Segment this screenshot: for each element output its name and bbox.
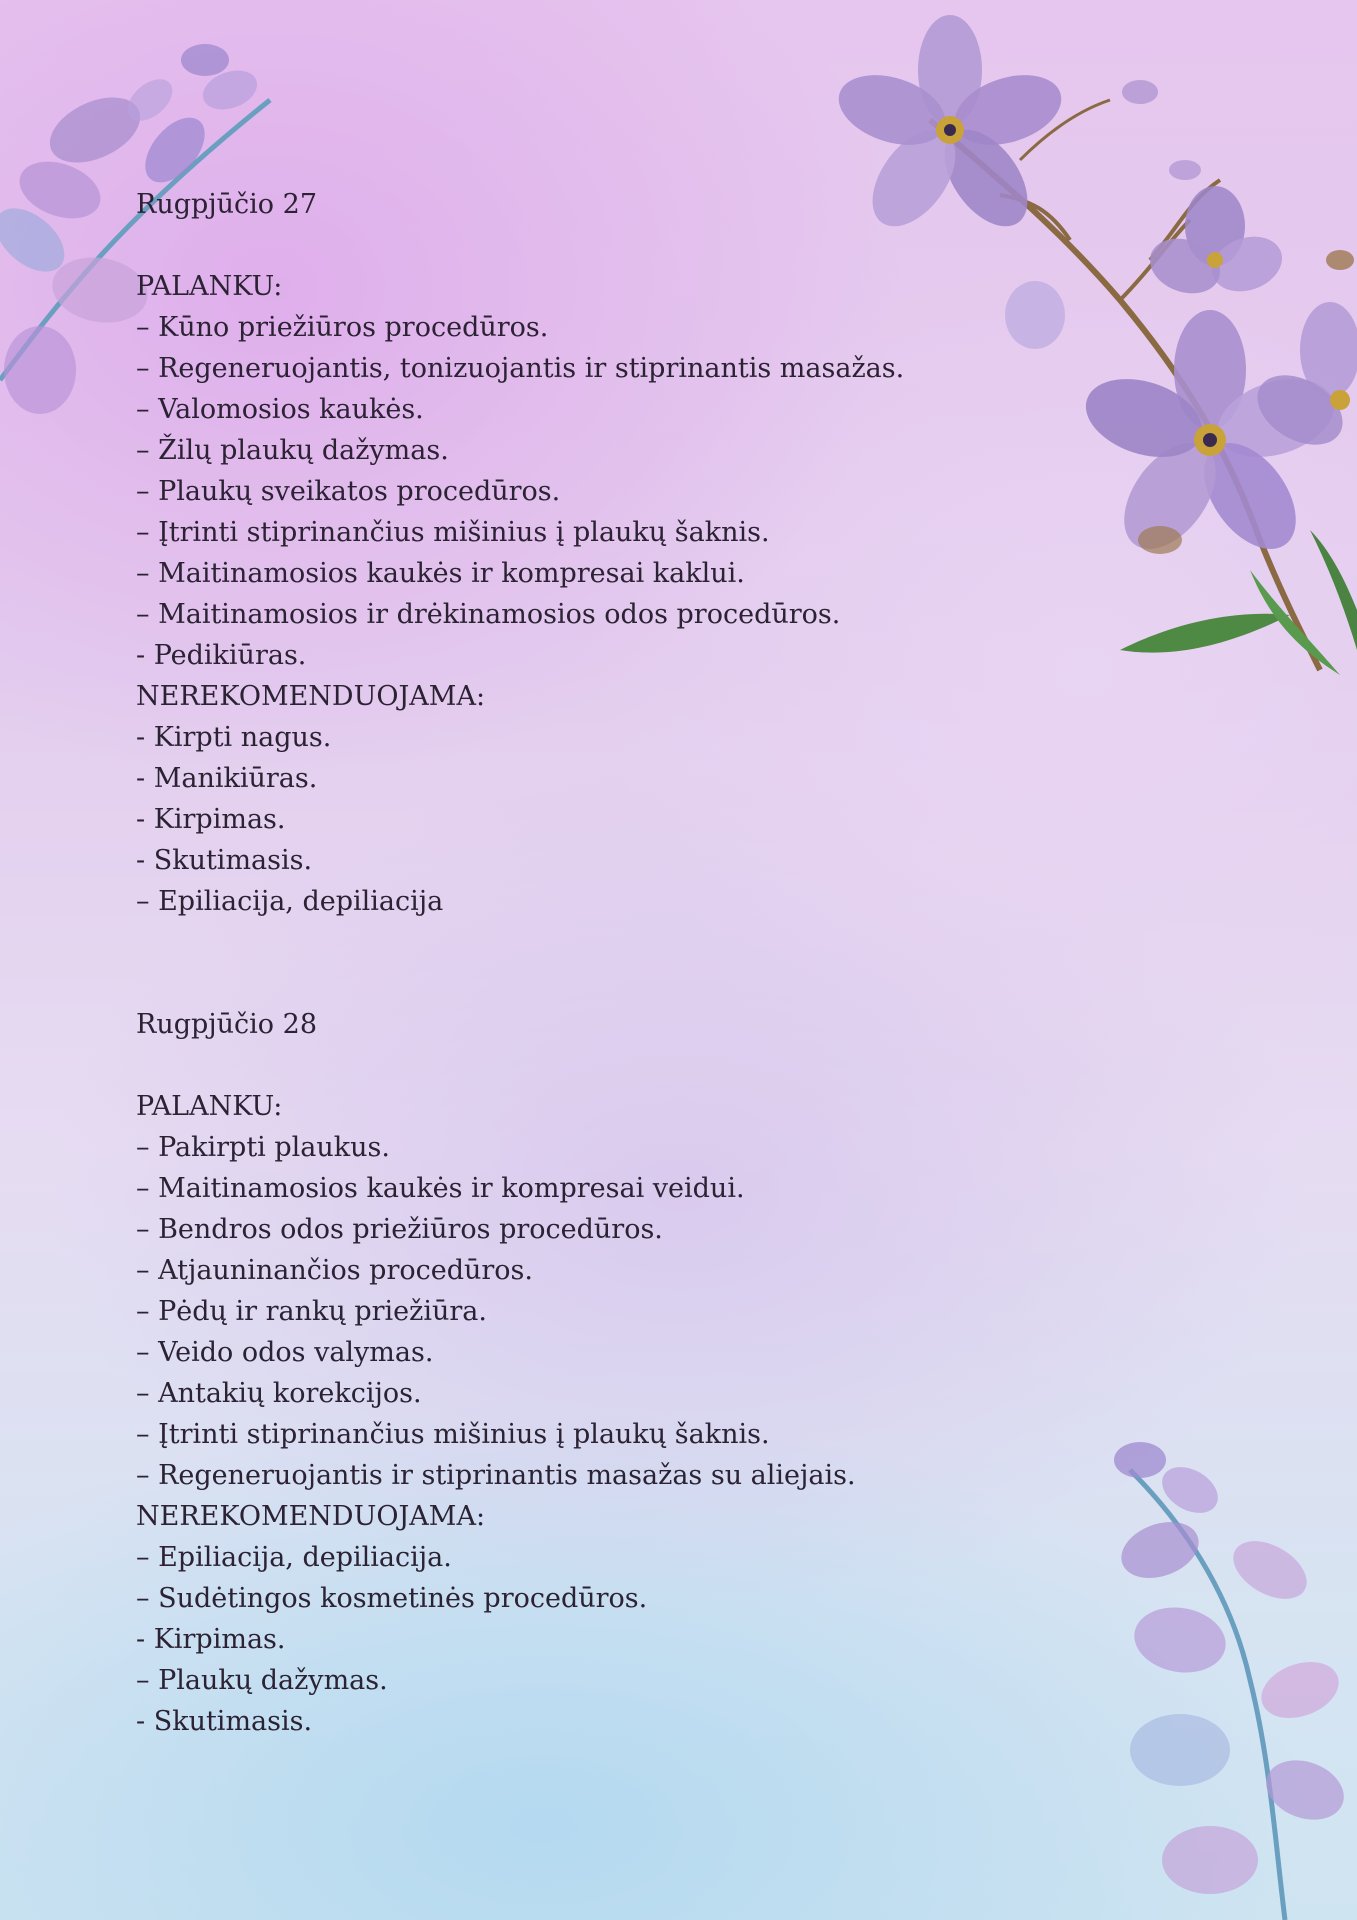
list-item: – Žilų plaukų dažymas.	[136, 435, 449, 466]
day-section	[136, 184, 1036, 922]
list-item: – Maitinamosios ir drėkinamosios odos procedūros.	[136, 599, 841, 630]
list-item: – Kūno priežiūros procedūros.	[136, 312, 549, 343]
document-body	[136, 184, 1036, 1742]
list-item: – Regeneruojantis, tonizuojantis ir stiprinantis masažas.	[136, 353, 905, 384]
list-item: – Bendros odos priežiūros procedūros.	[136, 1214, 663, 1245]
favorable-heading: PALANKU:	[136, 1091, 283, 1122]
list-item: - Kirpimas.	[136, 1624, 286, 1655]
list-item: - Pedikiūras.	[136, 640, 307, 671]
list-item: - Kirpimas.	[136, 804, 286, 835]
list-item: – Atjauninančios procedūros.	[136, 1255, 533, 1286]
favorable-heading: PALANKU:	[136, 271, 283, 302]
list-item: – Sudėtingos kosmetinės procedūros.	[136, 1583, 648, 1614]
list-item: – Maitinamosios kaukės ir kompresai veidui.	[136, 1173, 745, 1204]
list-item: - Skutimasis.	[136, 845, 313, 876]
list-item: – Įtrinti stiprinančius mišinius į plaukų šaknis.	[136, 517, 770, 548]
list-item: – Antakių korekcijos.	[136, 1378, 422, 1409]
list-item: - Skutimasis.	[136, 1706, 313, 1737]
day-section	[136, 1004, 1036, 1742]
list-item: – Maitinamosios kaukės ir kompresai kaklui.	[136, 558, 745, 589]
list-item: – Epiliacija, depiliacija.	[136, 1542, 452, 1573]
section-date-title: Rugpjūčio 28	[136, 1009, 317, 1040]
list-item: – Regeneruojantis ir stiprinantis masažas su aliejais.	[136, 1460, 856, 1491]
list-item: – Plaukų dažymas.	[136, 1665, 388, 1696]
list-item: – Pakirpti plaukus.	[136, 1132, 390, 1163]
list-item: – Pėdų ir rankų priežiūra.	[136, 1296, 487, 1327]
list-item: – Valomosios kaukės.	[136, 394, 424, 425]
list-item: - Manikiūras.	[136, 763, 318, 794]
section-date-title: Rugpjūčio 27	[136, 189, 317, 220]
list-item: - Kirpti nagus.	[136, 722, 332, 753]
eucalyptus-branch-bottom-right	[1090, 1430, 1357, 1920]
not-recommended-heading: NEREKOMENDUOJAMA:	[136, 681, 486, 712]
list-item: – Įtrinti stiprinančius mišinius į plaukų šaknis.	[136, 1419, 770, 1450]
list-item: – Veido odos valymas.	[136, 1337, 434, 1368]
list-item: – Plaukų sveikatos procedūros.	[136, 476, 561, 507]
list-item: – Epiliacija, depiliacija	[136, 886, 444, 917]
not-recommended-heading: NEREKOMENDUOJAMA:	[136, 1501, 486, 1532]
